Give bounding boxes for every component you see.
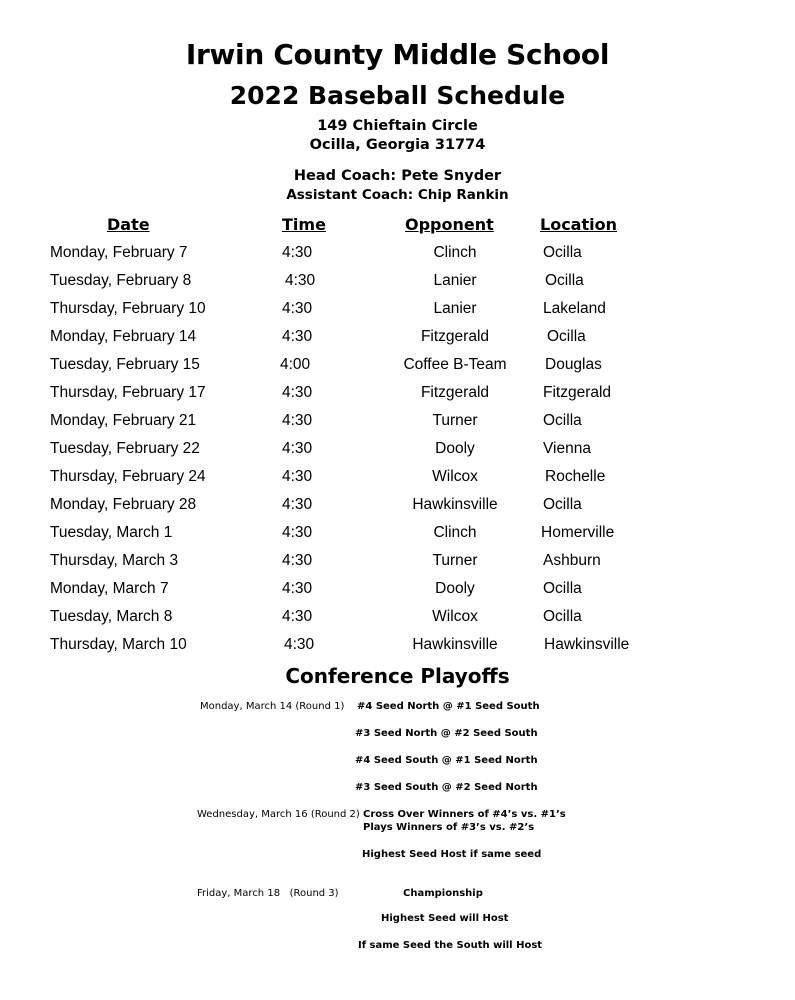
game-time: 4:30 bbox=[282, 412, 313, 429]
game-opponent: Wilcox bbox=[432, 608, 478, 625]
game-date: Thursday, February 10 bbox=[50, 300, 206, 317]
game-date: Thursday, February 17 bbox=[50, 384, 206, 401]
column-header-location: Location bbox=[540, 215, 617, 234]
game-date: Monday, February 14 bbox=[50, 328, 197, 345]
game-opponent: Fitzgerald bbox=[420, 328, 490, 345]
game-opponent: Coffee B-Team bbox=[403, 356, 507, 373]
schedule-title: 2022 Baseball Schedule bbox=[229, 81, 566, 110]
game-opponent: Hawkinsville bbox=[412, 496, 498, 513]
game-time: 4:30 bbox=[282, 468, 313, 485]
column-header-time: Time bbox=[282, 215, 326, 234]
game-opponent: Lanier bbox=[433, 300, 477, 317]
round-2-note: Highest Seed Host if same seed bbox=[362, 849, 542, 860]
playoff-game: #4 Seed North @ #1 Seed South bbox=[357, 701, 540, 712]
game-time: 4:30 bbox=[282, 608, 313, 625]
round-2-line-1: Cross Over Winners of #4’s vs. #1’s bbox=[363, 809, 566, 820]
round-3-host-rule: Highest Seed will Host bbox=[381, 913, 509, 924]
championship-label: Championship bbox=[403, 888, 483, 899]
playoffs-title: Conference Playoffs bbox=[285, 664, 510, 688]
game-row bbox=[0, 356, 795, 384]
game-location: Douglas bbox=[545, 356, 602, 373]
game-location: Ocilla bbox=[547, 328, 586, 345]
game-opponent: Dooly bbox=[435, 580, 475, 597]
game-row bbox=[0, 384, 795, 412]
column-header-opponent: Opponent bbox=[405, 215, 494, 234]
game-row bbox=[0, 524, 795, 552]
game-time: 4:30 bbox=[284, 636, 315, 653]
game-date: Thursday, February 24 bbox=[50, 468, 206, 485]
game-opponent: Lanier bbox=[433, 272, 477, 289]
address-line-1: 149 Chieftain Circle bbox=[317, 118, 478, 134]
game-time: 4:30 bbox=[282, 384, 313, 401]
game-location: Vienna bbox=[543, 440, 591, 457]
game-time: 4:30 bbox=[282, 300, 313, 317]
game-row bbox=[0, 244, 795, 272]
game-time: 4:30 bbox=[285, 272, 316, 289]
game-row bbox=[0, 496, 795, 524]
game-location: Rochelle bbox=[545, 468, 606, 485]
game-row bbox=[0, 636, 795, 664]
game-opponent: Hawkinsville bbox=[412, 636, 498, 653]
column-header-date: Date bbox=[107, 215, 150, 234]
game-date: Monday, February 28 bbox=[50, 496, 197, 513]
playoff-game: #3 Seed North @ #2 Seed South bbox=[355, 728, 538, 739]
game-date: Tuesday, February 22 bbox=[50, 440, 200, 457]
game-location: Ashburn bbox=[543, 552, 601, 569]
round-3-tiebreak-rule: If same Seed the South will Host bbox=[358, 940, 543, 951]
game-row bbox=[0, 272, 795, 300]
school-name: Irwin County Middle School bbox=[185, 38, 610, 71]
game-location: Fitzgerald bbox=[543, 384, 612, 401]
game-time: 4:00 bbox=[280, 356, 311, 373]
game-date: Tuesday, February 15 bbox=[50, 356, 200, 373]
game-opponent: Wilcox bbox=[432, 468, 478, 485]
game-opponent: Clinch bbox=[433, 524, 477, 541]
game-location: Ocilla bbox=[543, 496, 582, 513]
game-date: Tuesday, March 8 bbox=[50, 608, 173, 625]
playoff-game: #4 Seed South @ #1 Seed North bbox=[355, 755, 538, 766]
game-opponent: Turner bbox=[432, 552, 478, 569]
game-location: Homerville bbox=[541, 524, 615, 541]
round-1-label: Monday, March 14 (Round 1) bbox=[200, 701, 345, 712]
game-time: 4:30 bbox=[282, 440, 313, 457]
game-location: Lakeland bbox=[543, 300, 606, 317]
game-time: 4:30 bbox=[282, 524, 313, 541]
round-2-line-2: Plays Winners of #3’s vs. #2’s bbox=[363, 822, 535, 833]
address-line-2: Ocilla, Georgia 31774 bbox=[309, 137, 486, 153]
game-opponent: Dooly bbox=[435, 440, 475, 457]
playoff-game: #3 Seed South @ #2 Seed North bbox=[355, 782, 538, 793]
game-row bbox=[0, 440, 795, 468]
game-time: 4:30 bbox=[282, 580, 313, 597]
game-row bbox=[0, 580, 795, 608]
game-date: Monday, March 7 bbox=[50, 580, 169, 597]
round-2-label: Wednesday, March 16 (Round 2) bbox=[197, 809, 360, 820]
game-date: Thursday, March 3 bbox=[50, 552, 179, 569]
game-opponent: Clinch bbox=[433, 244, 477, 261]
game-opponent: Turner bbox=[432, 412, 478, 429]
round-3-label: Friday, March 18 (Round 3) bbox=[197, 888, 339, 899]
game-row bbox=[0, 412, 795, 440]
game-time: 4:30 bbox=[282, 496, 313, 513]
game-location: Ocilla bbox=[543, 580, 582, 597]
game-location: Ocilla bbox=[545, 272, 584, 289]
game-date: Monday, February 21 bbox=[50, 412, 197, 429]
game-location: Ocilla bbox=[543, 412, 582, 429]
game-location: Hawkinsville bbox=[544, 636, 630, 653]
game-date: Monday, February 7 bbox=[50, 244, 188, 261]
game-row bbox=[0, 300, 795, 328]
game-opponent: Fitzgerald bbox=[420, 384, 490, 401]
game-date: Tuesday, February 8 bbox=[50, 272, 192, 289]
head-coach: Head Coach: Pete Snyder bbox=[293, 168, 502, 184]
game-row bbox=[0, 552, 795, 580]
game-time: 4:30 bbox=[282, 552, 313, 569]
game-date: Thursday, March 10 bbox=[50, 636, 187, 653]
game-date: Tuesday, March 1 bbox=[50, 524, 173, 541]
assistant-coach: Assistant Coach: Chip Rankin bbox=[286, 187, 509, 203]
game-location: Ocilla bbox=[543, 244, 582, 261]
game-row bbox=[0, 468, 795, 496]
game-row bbox=[0, 328, 795, 356]
game-time: 4:30 bbox=[282, 244, 313, 261]
game-time: 4:30 bbox=[282, 328, 313, 345]
game-location: Ocilla bbox=[543, 608, 582, 625]
game-row bbox=[0, 608, 795, 636]
